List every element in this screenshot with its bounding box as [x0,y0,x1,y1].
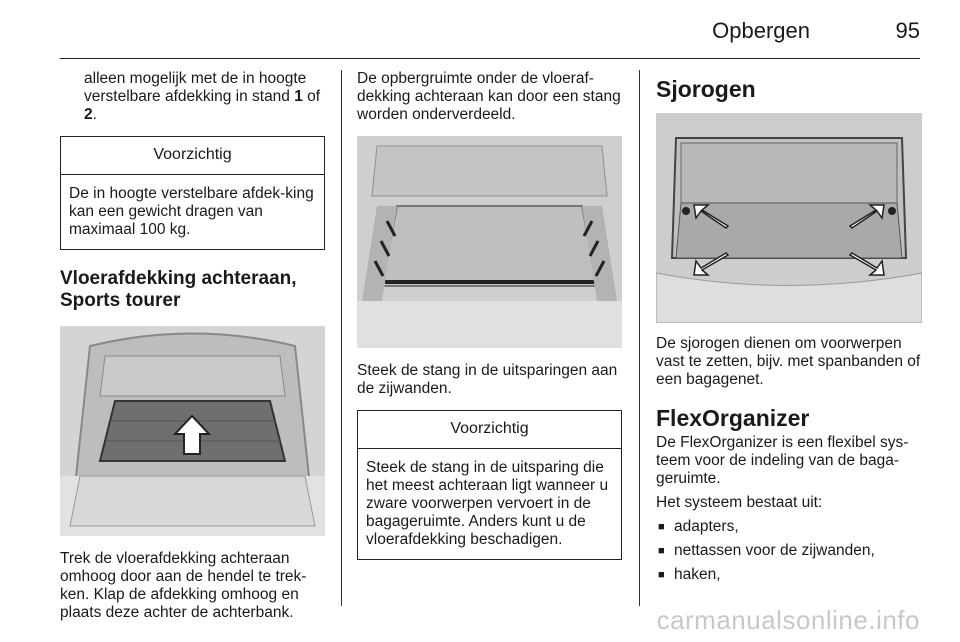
column-1 [60,70,325,634]
divider-bar-illustration [357,136,622,348]
page-number: 95 [895,18,920,43]
caution-title: Voorzichtig [61,137,324,175]
sjorogen-paragraph: De sjorogen dienen om voorwerpen vast te zetten, bijv. met spanbanden of een bagagenet. [656,335,921,388]
caution-title: Voorzichtig [358,411,621,449]
watermark: carmanualsonline.info [656,605,920,635]
storage-divider-paragraph: De opbergruimte onder de vloeraf-dekking achteraan kan door een stang worden onderverdeeld. [357,70,621,123]
list-item: ■ haken, [658,566,721,583]
section-heading-flexorganizer: FlexOrganizer [656,405,810,431]
caution-box [357,410,622,560]
list-item: ■ nettassen voor de zijwanden, [658,542,875,559]
section-heading-floor-cover: Vloerafdekking achteraan, Sports tourer [60,268,297,311]
floor-cover-illustration [60,326,325,536]
column-2 [357,70,622,578]
list-item: ■ adapters, [658,518,739,535]
intro-paragraph: alleen mogelijk met de in hoogte verstelbare afdekking in stand 1 of 2. [84,70,321,123]
caution-body: Steek de stang in de uitsparing die het meest achteraan ligt wanneer u zware voorwerpen vervoert in de bagageruimte. Anders kunt u de vloerafdekking beschadigen. [366,459,609,548]
bullet-square-icon: ■ [658,569,665,581]
header-rule [60,58,920,59]
column-divider-1 [341,70,342,606]
caution-body: De in hoogte verstelbare afdek-king kan een gewicht dragen van maximaal 100 kg. [69,185,314,238]
bullet-square-icon: ■ [658,545,665,557]
system-intro: Het systeem bestaat uit: [656,494,823,511]
column-divider-2 [639,70,640,606]
floor-cover-caption: Trek de vloerafdekking achteraan omhoog door aan de hendel te trek-ken. Klap de afdekking omhoog en plaats deze achter de achterbank. [60,550,307,621]
lashing-eyes-illustration [656,113,922,323]
page-header-title: Opbergen [712,18,810,43]
bullet-square-icon: ■ [658,521,665,533]
flexorganizer-paragraph: De FlexOrganizer is een flexibel sys-teem voor de indeling van de baga-geruimte. [656,434,909,487]
caution-box [60,136,325,250]
component-list [656,518,922,584]
column-3 [656,70,922,590]
divider-bar-caption: Steek de stang in de uitsparingen aan de zijwanden. [357,362,618,397]
section-heading-sjorogen: Sjorogen [656,76,756,102]
